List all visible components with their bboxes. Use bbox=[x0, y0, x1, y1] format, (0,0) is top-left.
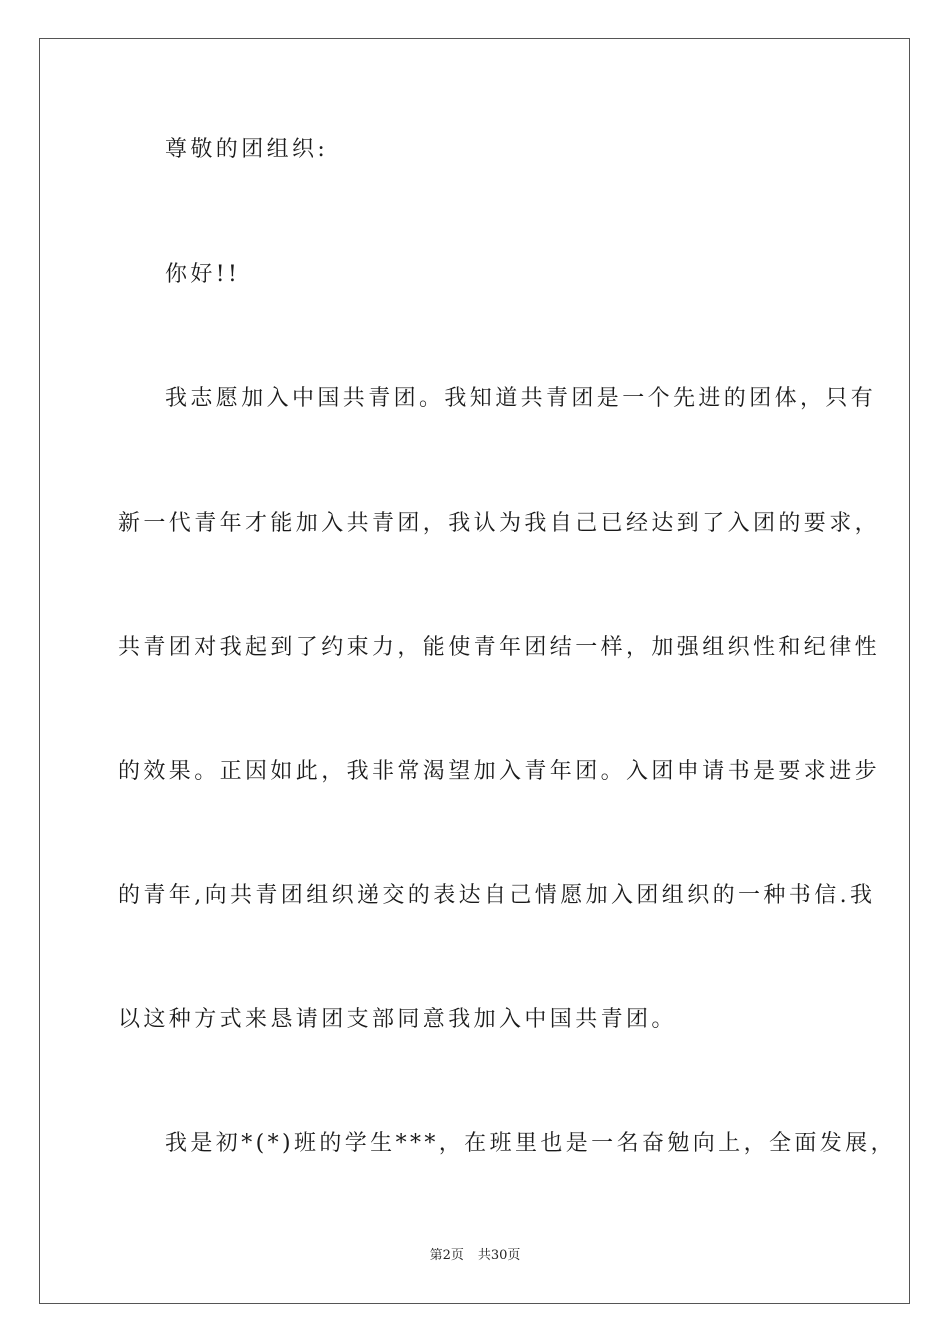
paragraph-line: 的效果。正因如此，我非常渴望加入青年团。入团申请书是要求进步 bbox=[118, 759, 881, 784]
page-footer bbox=[0, 1247, 950, 1265]
paragraph-line: 新一代青年才能加入共青团，我认为我自己已经达到了入团的要求， bbox=[118, 511, 881, 536]
page-number: 第2页 bbox=[429, 1248, 464, 1263]
paragraph-line: 我志愿加入中国共青团。我知道共青团是一个先进的团体，只有 bbox=[165, 386, 877, 411]
greeting: 你好!! bbox=[165, 262, 241, 287]
paragraph-line: 共青团对我起到了约束力，能使青年团结一样，加强组织性和纪律性 bbox=[118, 635, 881, 660]
paragraph-line: 的青年,向共青团组织递交的表达自己情愿加入团组织的一种书信.我 bbox=[118, 883, 876, 908]
salutation: 尊敬的团组织: bbox=[165, 137, 329, 162]
paragraph-line: 以这种方式来恳请团支部同意我加入中国共青团。 bbox=[118, 1007, 677, 1032]
page-total: 共30页 bbox=[477, 1248, 521, 1263]
paragraph-line: 我是初*(*)班的学生***，在班里也是一名奋勉向上，全面发展， bbox=[165, 1131, 896, 1156]
page-frame bbox=[39, 38, 910, 1304]
